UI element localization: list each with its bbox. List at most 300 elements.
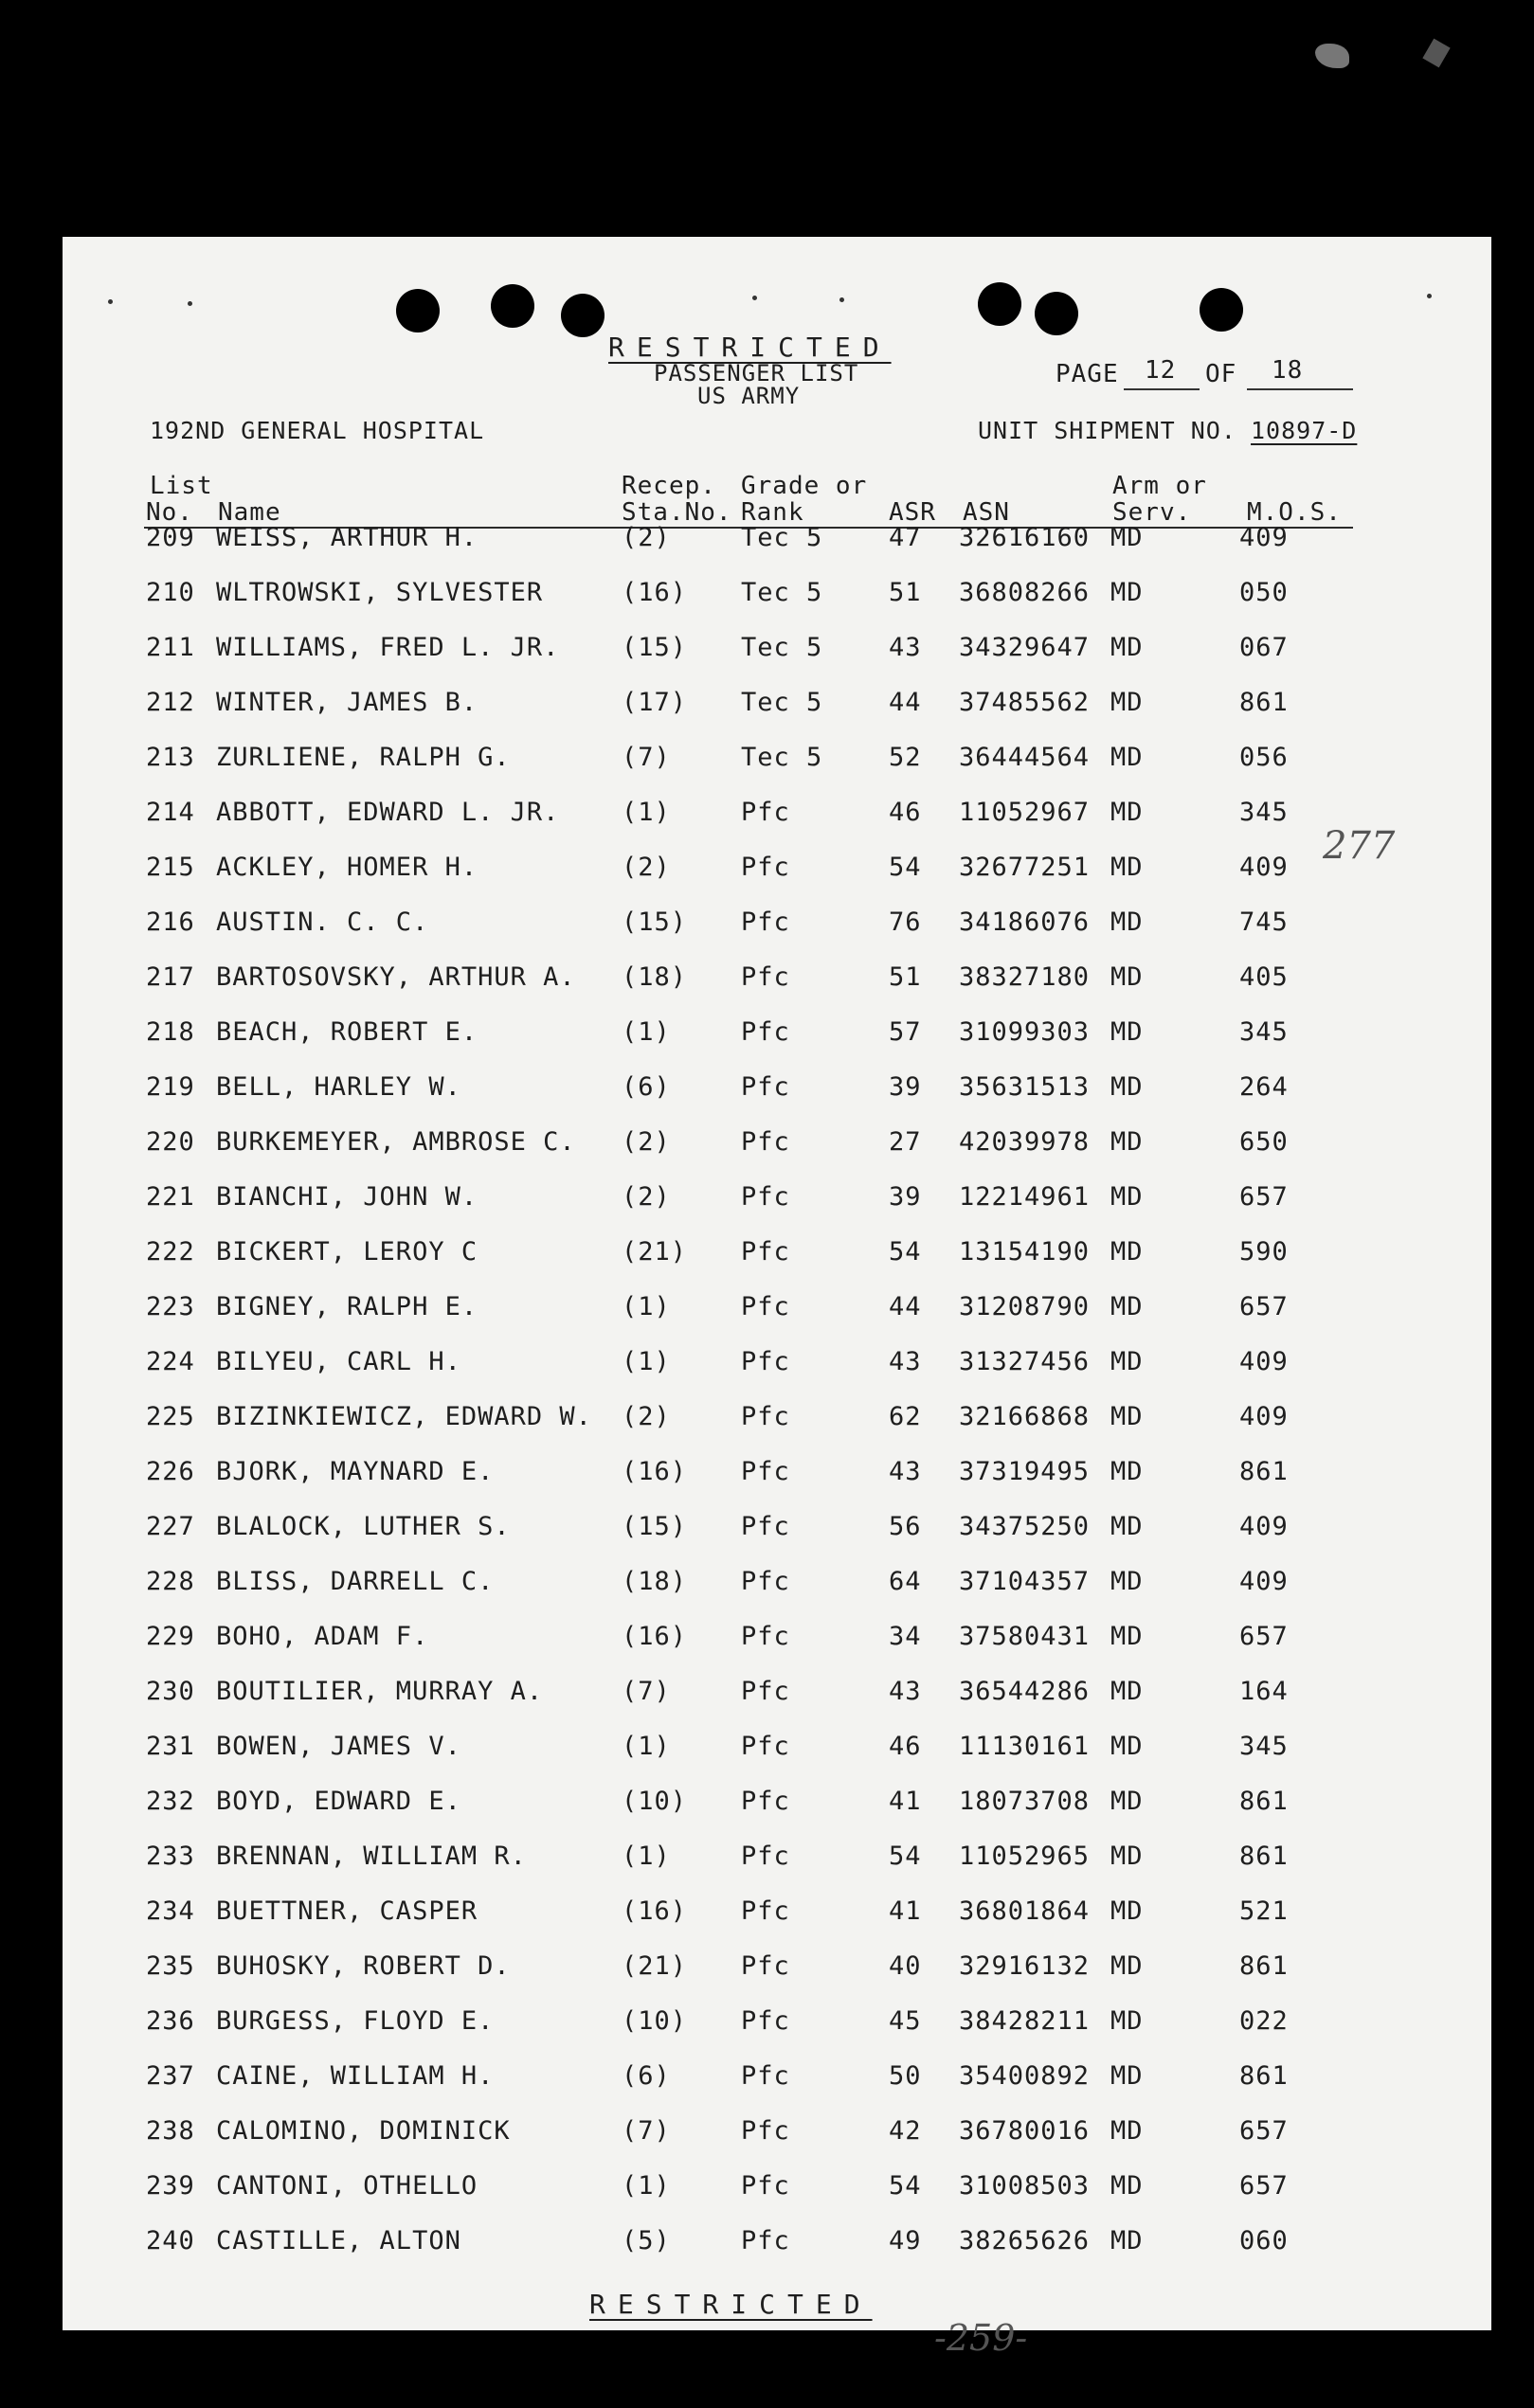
cell-asn: 31327456 [959,1347,1091,1376]
cell-name: BARTOSOVSKY, ARTHUR A. [216,962,576,992]
cell-asn: 11130161 [959,1732,1091,1761]
cell-sta: (16) [622,1622,688,1651]
cell-grade: Pfc [741,1347,790,1376]
cell-name: CAINE, WILLIAM H. [216,2061,495,2091]
cell-asn: 34375250 [959,1512,1091,1541]
cell-asn: 36808266 [959,578,1091,607]
cell-sta: (2) [622,1402,671,1431]
cell-name: BJORK, MAYNARD E. [216,1457,495,1486]
cell-no: 237 [146,2061,195,2091]
page-total: 18 [1272,356,1304,385]
cell-arm: MD [1110,1237,1144,1267]
cell-name: BIGNEY, RALPH E. [216,1292,478,1321]
cell-mos: 861 [1239,1457,1289,1486]
cell-asn: 11052967 [959,798,1091,827]
cell-sta: (2) [622,1182,671,1212]
cell-sta: (1) [622,1017,671,1047]
cell-grade: Pfc [741,1402,790,1431]
cell-name: ZURLIENE, RALPH G. [216,743,511,772]
unit-name: 192ND GENERAL HOSPITAL [150,417,485,444]
cell-asr: 64 [889,1567,922,1596]
cell-arm: MD [1110,2116,1144,2146]
cell-asn: 36444564 [959,743,1091,772]
cell-name: BOYD, EDWARD E. [216,1787,461,1816]
cell-asr: 46 [889,1732,922,1761]
cell-arm: MD [1110,2061,1144,2091]
cell-asn: 35400892 [959,2061,1091,2091]
cell-grade: Tec 5 [741,578,823,607]
cell-mos: 056 [1239,743,1289,772]
cell-name: BIANCHI, JOHN W. [216,1182,478,1212]
cell-grade: Pfc [741,1787,790,1816]
cell-mos: 657 [1239,2116,1289,2146]
cell-no: 240 [146,2226,195,2255]
cell-mos: 409 [1239,1512,1289,1541]
cell-no: 211 [146,633,195,662]
table-row [63,633,1491,688]
table-row [63,1896,1491,1951]
cell-sta: (5) [622,2226,671,2255]
cell-sta: (7) [622,743,671,772]
cell-asr: 43 [889,1677,922,1706]
cell-sta: (1) [622,1732,671,1761]
cell-no: 216 [146,907,195,937]
table-row [63,1787,1491,1842]
cell-asr: 54 [889,1237,922,1267]
table-row [63,1402,1491,1457]
table-row [63,1292,1491,1347]
scan-artifact [1315,44,1349,68]
cell-sta: (10) [622,1787,688,1816]
cell-arm: MD [1110,578,1144,607]
cell-sta: (18) [622,962,688,992]
table-row [63,1567,1491,1622]
punch-hole [1035,292,1078,335]
cell-grade: Tec 5 [741,688,823,717]
table-row [63,2116,1491,2171]
cell-name: BOHO, ADAM F. [216,1622,429,1651]
table-row [63,743,1491,798]
cell-arm: MD [1110,1347,1144,1376]
cell-no: 218 [146,1017,195,1047]
punch-hole [396,289,440,332]
table-row [63,523,1491,578]
cell-grade: Pfc [741,1567,790,1596]
cell-name: BEACH, ROBERT E. [216,1017,478,1047]
cell-grade: Pfc [741,2226,790,2255]
table-row [63,2061,1491,2116]
cell-no: 214 [146,798,195,827]
cell-no: 212 [146,688,195,717]
page-underline [1124,388,1200,390]
page-number: 12 [1145,356,1177,385]
table-row [63,2171,1491,2226]
cell-asr: 39 [889,1072,922,1102]
cell-no: 223 [146,1292,195,1321]
cell-name: BOWEN, JAMES V. [216,1732,461,1761]
cell-asn: 36801864 [959,1896,1091,1926]
cell-asr: 51 [889,962,922,992]
cell-mos: 405 [1239,962,1289,992]
table-row [63,1512,1491,1567]
col-mos: M.O.S. [1247,498,1342,527]
cell-asr: 50 [889,2061,922,2091]
cell-mos: 164 [1239,1677,1289,1706]
table-row [63,1951,1491,2006]
cell-asn: 38265626 [959,2226,1091,2255]
cell-sta: (15) [622,633,688,662]
cell-no: 236 [146,2006,195,2036]
cell-mos: 657 [1239,1622,1289,1651]
cell-name: CASTILLE, ALTON [216,2226,461,2255]
cell-asr: 40 [889,1951,922,1981]
cell-asr: 41 [889,1787,922,1816]
cell-asr: 57 [889,1017,922,1047]
cell-grade: Pfc [741,1072,790,1102]
punch-hole [978,282,1021,326]
cell-name: CANTONI, OTHELLO [216,2171,478,2201]
cell-sta: (21) [622,1951,688,1981]
page-label: PAGE [1056,360,1119,388]
cell-arm: MD [1110,1622,1144,1651]
cell-asn: 11052965 [959,1842,1091,1871]
document-page [63,237,1491,2359]
cell-grade: Pfc [741,853,790,882]
cell-arm: MD [1110,1127,1144,1157]
cell-arm: MD [1110,853,1144,882]
cell-no: 225 [146,1402,195,1431]
cell-asr: 44 [889,688,922,717]
table-row [63,907,1491,962]
table-row [63,1842,1491,1896]
cell-name: ACKLEY, HOMER H. [216,853,478,882]
speck [839,297,844,302]
cell-grade: Pfc [741,1896,790,1926]
cell-asn: 42039978 [959,1127,1091,1157]
cell-grade: Pfc [741,2171,790,2201]
cell-mos: 345 [1239,1017,1289,1047]
cell-sta: (16) [622,1896,688,1926]
cell-arm: MD [1110,1512,1144,1541]
cell-no: 232 [146,1787,195,1816]
cell-sta: (10) [622,2006,688,2036]
cell-asn: 32916132 [959,1951,1091,1981]
cell-grade: Tec 5 [741,523,823,552]
cell-name: WEISS, ARTHUR H. [216,523,478,552]
cell-no: 230 [146,1677,195,1706]
col-grade: Rank [741,498,804,527]
restricted-footer: RESTRICTED [589,2289,873,2320]
cell-asn: 36544286 [959,1677,1091,1706]
table-row [63,1127,1491,1182]
cell-mos: 657 [1239,1182,1289,1212]
cell-sta: (1) [622,1347,671,1376]
cell-sta: (2) [622,853,671,882]
cell-grade: Pfc [741,1512,790,1541]
punch-hole [561,294,605,337]
cell-asr: 44 [889,1292,922,1321]
cell-mos: 657 [1239,2171,1289,2201]
cell-grade: Pfc [741,1292,790,1321]
cell-asn: 38428211 [959,2006,1091,2036]
table-row [63,1677,1491,1732]
cell-name: BILYEU, CARL H. [216,1347,461,1376]
cell-asr: 62 [889,1402,922,1431]
table-row [63,1347,1491,1402]
cell-grade: Pfc [741,2006,790,2036]
col-arm-top: Arm or [1112,472,1207,500]
cell-asr: 43 [889,633,922,662]
cell-name: BURKEMEYER, AMBROSE C. [216,1127,576,1157]
cell-name: CALOMINO, DOMINICK [216,2116,511,2146]
col-arm: Serv. [1112,498,1192,527]
cell-mos: 861 [1239,688,1289,717]
cell-asn: 37104357 [959,1567,1091,1596]
cell-sta: (6) [622,2061,671,2091]
cell-no: 235 [146,1951,195,1981]
shipment-number: 10897-D [1251,417,1358,444]
cell-sta: (2) [622,523,671,552]
bottom-note: -259- [934,2317,1028,2359]
passenger-table [63,523,1491,2281]
cell-asr: 46 [889,798,922,827]
cell-asn: 31008503 [959,2171,1091,2201]
cell-name: BOUTILIER, MURRAY A. [216,1677,544,1706]
cell-mos: 861 [1239,2061,1289,2091]
cell-sta: (1) [622,2171,671,2201]
cell-arm: MD [1110,1787,1144,1816]
cell-grade: Tec 5 [741,633,823,662]
cell-arm: MD [1110,1457,1144,1486]
cell-asn: 34329647 [959,633,1091,662]
cell-asr: 54 [889,1842,922,1871]
cell-asn: 32616160 [959,523,1091,552]
table-row [63,1622,1491,1677]
cell-mos: 521 [1239,1896,1289,1926]
cell-mos: 657 [1239,1292,1289,1321]
cell-asr: 43 [889,1457,922,1486]
cell-mos: 060 [1239,2226,1289,2255]
cell-no: 217 [146,962,195,992]
cell-grade: Pfc [741,1457,790,1486]
cell-name: BLISS, DARRELL C. [216,1567,495,1596]
cell-asr: 52 [889,743,922,772]
cell-asr: 54 [889,2171,922,2201]
cell-asn: 38327180 [959,962,1091,992]
col-grade-top: Grade or [741,472,868,500]
cell-arm: MD [1110,962,1144,992]
scan-artifact [1422,39,1450,68]
table-row [63,1182,1491,1237]
punch-hole [1200,288,1243,332]
cell-grade: Pfc [741,798,790,827]
cell-grade: Pfc [741,1951,790,1981]
col-recep: Sta.No. [622,498,732,527]
shipment-label: UNIT SHIPMENT NO. [978,417,1236,444]
cell-no: 220 [146,1127,195,1157]
cell-sta: (15) [622,907,688,937]
cell-sta: (1) [622,1292,671,1321]
table-row [63,1017,1491,1072]
cell-arm: MD [1110,523,1144,552]
speck [188,301,192,306]
col-recep-top: Recep. [622,472,716,500]
cell-arm: MD [1110,1017,1144,1047]
cell-arm: MD [1110,1732,1144,1761]
cell-grade: Pfc [741,907,790,937]
cell-arm: MD [1110,633,1144,662]
cell-grade: Pfc [741,1622,790,1651]
table-row [63,1072,1491,1127]
cell-asn: 18073708 [959,1787,1091,1816]
cell-no: 219 [146,1072,195,1102]
table-row [63,962,1491,1017]
table-row [63,853,1491,907]
cell-asr: 27 [889,1127,922,1157]
list-type-title: PASSENGER LIST [654,360,859,386]
cell-asr: 49 [889,2226,922,2255]
cell-name: WINTER, JAMES B. [216,688,478,717]
cell-arm: MD [1110,1402,1144,1431]
cell-no: 228 [146,1567,195,1596]
cell-asr: 47 [889,523,922,552]
cell-mos: 590 [1239,1237,1289,1267]
cell-sta: (16) [622,1457,688,1486]
table-row [63,688,1491,743]
cell-sta: (16) [622,578,688,607]
cell-grade: Tec 5 [741,743,823,772]
table-row [63,798,1491,853]
cell-sta: (2) [622,1127,671,1157]
cell-name: BURGESS, FLOYD E. [216,2006,495,2036]
cell-asn: 36780016 [959,2116,1091,2146]
service-title: US ARMY [697,383,801,409]
table-row [63,1457,1491,1512]
cell-grade: Pfc [741,1732,790,1761]
cell-grade: Pfc [741,1017,790,1047]
cell-grade: Pfc [741,2061,790,2091]
cell-grade: Pfc [741,1842,790,1871]
cell-arm: MD [1110,688,1144,717]
cell-mos: 409 [1239,1402,1289,1431]
cell-no: 210 [146,578,195,607]
cell-grade: Pfc [741,1677,790,1706]
cell-no: 222 [146,1237,195,1267]
cell-sta: (1) [622,798,671,827]
cell-no: 227 [146,1512,195,1541]
cell-sta: (1) [622,1842,671,1871]
cell-arm: MD [1110,798,1144,827]
cell-no: 229 [146,1622,195,1651]
cell-mos: 409 [1239,853,1289,882]
cell-asr: 43 [889,1347,922,1376]
cell-name: BLALOCK, LUTHER S. [216,1512,511,1541]
cell-sta: (7) [622,1677,671,1706]
cell-asn: 31099303 [959,1017,1091,1047]
cell-arm: MD [1110,1072,1144,1102]
cell-no: 226 [146,1457,195,1486]
cell-no: 239 [146,2171,195,2201]
cell-name: WILLIAMS, FRED L. JR. [216,633,560,662]
cell-name: BELL, HARLEY W. [216,1072,461,1102]
cell-no: 224 [146,1347,195,1376]
cell-asn: 32677251 [959,853,1091,882]
speck [108,299,113,304]
table-row [63,1237,1491,1292]
col-list-no: No. [146,498,193,527]
cell-asn: 32166868 [959,1402,1091,1431]
cell-no: 238 [146,2116,195,2146]
cell-arm: MD [1110,2171,1144,2201]
cell-asn: 12214961 [959,1182,1091,1212]
cell-no: 213 [146,743,195,772]
margin-note: 277 [1323,824,1396,868]
cell-asr: 39 [889,1182,922,1212]
col-list-top: List [150,472,213,500]
cell-asr: 45 [889,2006,922,2036]
cell-asr: 42 [889,2116,922,2146]
cell-sta: (7) [622,2116,671,2146]
cell-name: BUHOSKY, ROBERT D. [216,1951,511,1981]
cell-asr: 76 [889,907,922,937]
col-asr: ASR [889,498,936,527]
cell-name: BRENNAN, WILLIAM R. [216,1842,527,1871]
table-row [63,578,1491,633]
cell-arm: MD [1110,1896,1144,1926]
cell-mos: 022 [1239,2006,1289,2036]
cell-mos: 650 [1239,1127,1289,1157]
table-row [63,2006,1491,2061]
cell-mos: 745 [1239,907,1289,937]
cell-grade: Pfc [741,2116,790,2146]
cell-sta: (6) [622,1072,671,1102]
cell-sta: (17) [622,688,688,717]
cell-asn: 35631513 [959,1072,1091,1102]
cell-mos: 067 [1239,633,1289,662]
page-total-underline [1247,388,1353,390]
cell-arm: MD [1110,743,1144,772]
cell-mos: 050 [1239,578,1289,607]
col-asn: ASN [963,498,1010,527]
cell-mos: 861 [1239,1842,1289,1871]
punch-hole [491,284,534,328]
cell-asn: 37485562 [959,688,1091,717]
cell-grade: Pfc [741,1182,790,1212]
cell-asn: 34186076 [959,907,1091,937]
cell-arm: MD [1110,1951,1144,1981]
cell-name: BUETTNER, CASPER [216,1896,478,1926]
speck [1427,294,1432,298]
cell-arm: MD [1110,1292,1144,1321]
cell-name: ABBOTT, EDWARD L. JR. [216,798,560,827]
cell-mos: 264 [1239,1072,1289,1102]
cell-mos: 345 [1239,798,1289,827]
cell-arm: MD [1110,1182,1144,1212]
cell-no: 233 [146,1842,195,1871]
cell-arm: MD [1110,2226,1144,2255]
cell-asr: 34 [889,1622,922,1651]
speck [752,296,757,300]
cell-name: BIZINKIEWICZ, EDWARD W. [216,1402,592,1431]
cell-asn: 37319495 [959,1457,1091,1486]
cell-arm: MD [1110,1567,1144,1596]
cell-name: BICKERT, LEROY C [216,1237,478,1267]
cell-asr: 51 [889,578,922,607]
cell-name: AUSTIN. C. C. [216,907,429,937]
cell-grade: Pfc [741,1237,790,1267]
cell-mos: 345 [1239,1732,1289,1761]
cell-no: 209 [146,523,195,552]
